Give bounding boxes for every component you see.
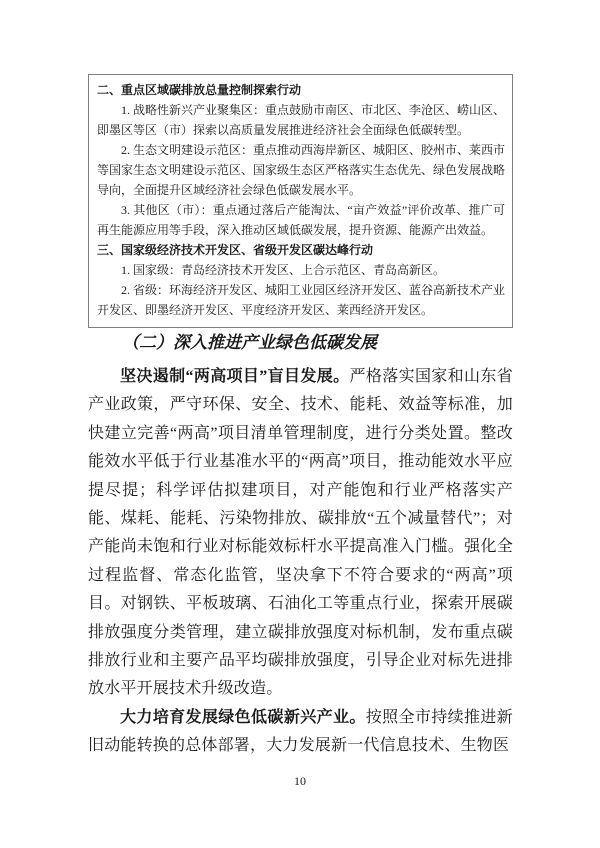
paragraph-text: 按照全市持续推进新旧动能转换的总体部署，大力发展新一代信息技术、生物医 [88, 708, 513, 755]
section-heading: （二）深入推进产业绿色低碳发展 [122, 333, 377, 352]
box-item: 1. 战略性新兴产业聚集区：重点鼓励市南区、市北区、李沧区、崂山区、即墨区等区（市）探索以高质量发展推进经济社会全面绿色低碳转型。 [97, 103, 506, 137]
body-paragraph [88, 704, 513, 761]
highlight-box [88, 74, 513, 328]
box-item: 2. 省级：环海经济开发区、城阳工业园区经济开发区、蓝谷高新技术产业开发区、即墨经济开发区、平度经济开发区、莱西经济开发区。 [97, 283, 506, 317]
paragraph-text: 严格落实国家和山东省产业政策，严守环保、安全、技术、能耗、效益等标准，加快建立完善“两高”项目清单管理制度，进行分类处置。整改能效水平低于行业基准水平的“两高”项目，推动能效水平应提尽提；科学评估拟建项目，对产能饱和行业严格落实产能、煤耗、能耗、污染物排放、碳排放“五个减量替代”；对产能尚未饱和行业对标能效标杆水平提高准入门槛。强化全过程监督、常态化监管，坚决拿下不符合要求的“两高”项目。对钢铁、平板玻璃、石油化工等重点行业，探索开展碳排放强度分类管理，建立碳排放强度对标机制，发布重点碳排放行业和主要产品平均碳排放强度，引导企业对标先进排放水平开展技术升级改造。 [88, 368, 513, 698]
box-section-heading: 二、重点区域碳排放总量控制探索行动 [97, 83, 302, 97]
main-text-block [88, 330, 513, 761]
box-section-heading: 三、国家级经济技术开发区、省级开发区碳达峰行动 [97, 243, 374, 257]
body-paragraph [88, 363, 513, 704]
box-item: 2. 生态文明建设示范区：重点推动西海岸新区、城阳区、胶州市、莱西市等国家生态文明建设示范区、国家级生态区严格落实生态优先、绿色发展战略导向，全面提升区域经济社会绿色低碳发展水平。 [97, 143, 506, 197]
box-item: 3. 其他区（市）：重点通过落后产能淘汰、“亩产效益”评价改革、推广可再生能源应用等手段，深入推动区域低碳发展，提升资源、能源产出效益。 [97, 203, 505, 237]
page-number: 10 [294, 774, 306, 788]
paragraph-lead: 坚决遏制“两高项目”盲目发展。 [120, 368, 350, 385]
paragraph-lead: 大力培育发展绿色低碳新兴产业。 [120, 708, 366, 726]
box-item: 1. 国家级：青岛经济技术开发区、上合示范区、青岛高新区。 [121, 263, 446, 277]
